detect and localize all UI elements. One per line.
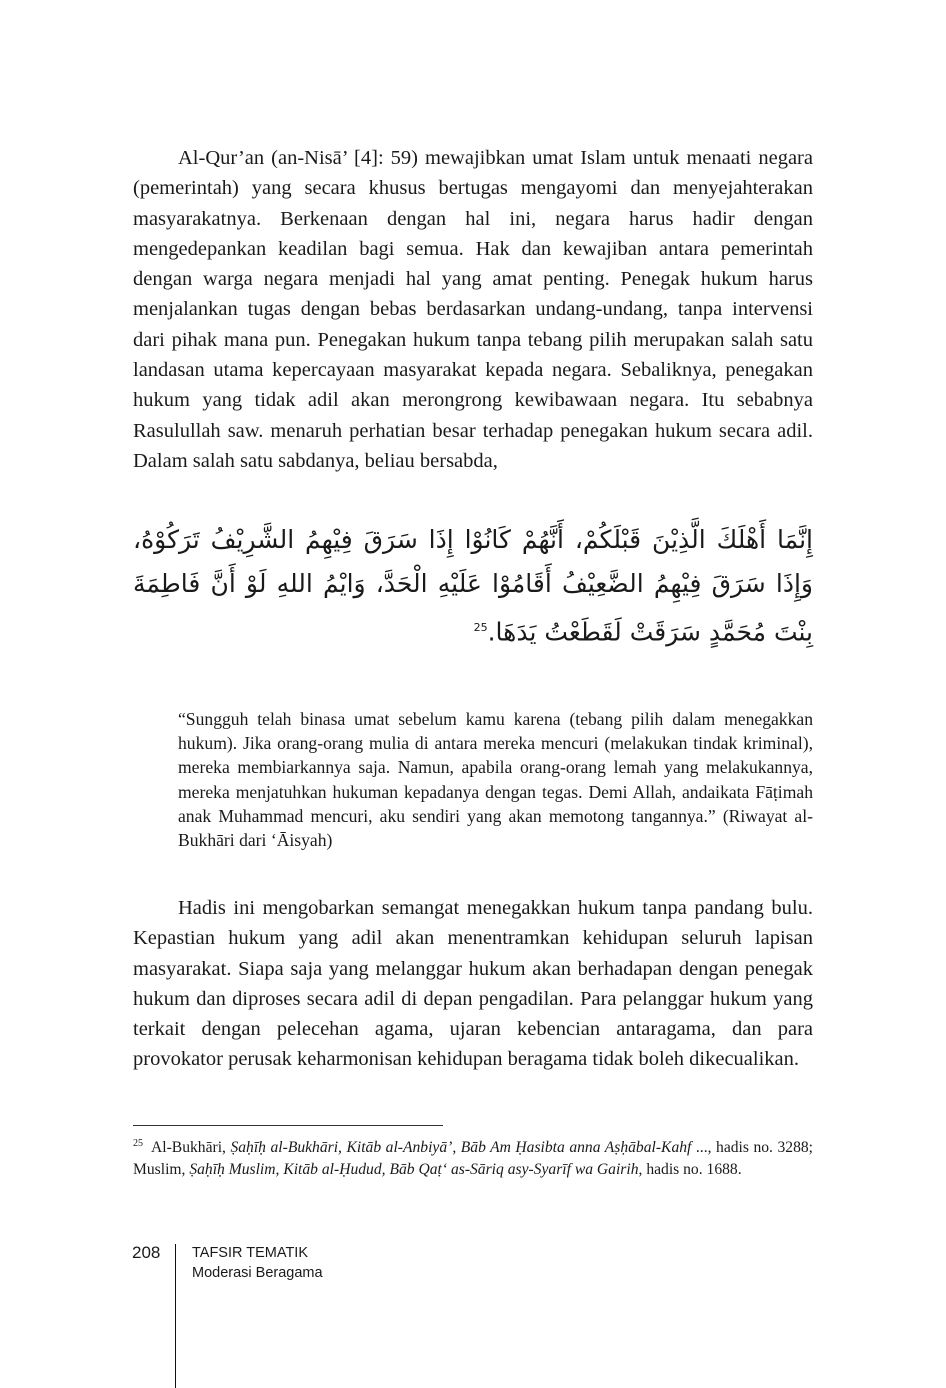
footnote-text-1: Al-Bukhāri, bbox=[151, 1139, 231, 1157]
footnote bbox=[133, 1133, 813, 1180]
footnote-work-1: Ṣaḥīḥ al-Bukhāri, Kitāb al-Anbiyā’, Bāb Am Ḥasibta anna Aṣḥābal-Kahf bbox=[230, 1139, 692, 1157]
running-subtitle: Moderasi Beragama bbox=[192, 1265, 323, 1281]
hadith-translation: “Sungguh telah binasa umat sebelum kamu karena (tebang pilih dalam menegakkan hukum). Jika orang-orang mulia di antara mereka mencuri (melakukan tindak kriminal), mereka membiarkannya saja. Namun, apabila orang-orang lemah yang melakukannya, mereka menjatuhkan hukuman kepadanya dengan tegas. Demi Allah, andaikata Fāṭimah anak Muhammad mencuri, aku sendiri yang akan memotong tangannya.” (Riwayat al-Bukhāri dari ‘Āisyah) bbox=[178, 709, 813, 851]
footnote-text-2: ..., hadis no. 3288; Muslim, bbox=[133, 1139, 813, 1178]
arabic-hadith bbox=[133, 518, 813, 654]
footnote-work-2: Ṣaḥīḥ Muslim, Kitāb al-Ḥudud, Bāb Qaṭ‘ as-Sāriq asy-Syarīf wa Gairih bbox=[189, 1160, 639, 1178]
arabic-hadith-text: إِنَّمَا أَهْلَكَ الَّذِيْنَ قَبْلَكُمْ، أَنَّهُمْ كَانُوْا إِذَا سَرَقَ فِيْهِمُ الشَّرِيْفُ تَرَكُوْهُ، وَإِذَا سَرَقَ فِيْهِمُ الضَّعِيْفُ أَقَامُوْا عَلَيْهِ الْحَدَّ، وَايْمُ اللهِ لَوْ أَنَّ فَاطِمَةَ بِنْتَ مُحَمَّدٍ سَرَقَتْ لَقَطَعْتُ يَدَهَا. bbox=[133, 525, 813, 647]
running-footer bbox=[192, 1243, 323, 1283]
footnote-number: 25 bbox=[133, 1138, 143, 1149]
page-number: 208 bbox=[132, 1243, 161, 1262]
footnote-reference[interactable]: 25 bbox=[473, 621, 488, 634]
footer-divider bbox=[175, 1244, 176, 1388]
body-paragraph-2: Hadis ini mengobarkan semangat menegakkan hukum tanpa pandang bulu. Kepastian hukum yang adil akan menentramkan kehidupan seluruh lapisan masyarakat. Siapa saja yang melanggar hukum akan berhadapan dengan penegak hukum dan diproses secara adil di depan pengadilan. Para pelanggar hukum yang terkait dengan pelecehan agama, ujaran kebencian antaragama, dan para provokator perusak keharmonisan kehidupan beragama tidak boleh dikecualikan. bbox=[133, 897, 813, 1071]
footnote-text-3: , hadis no. 1688. bbox=[638, 1160, 742, 1178]
body-paragraph-1: Al-Qur’an (an-Nisā’ [4]: 59) mewajibkan umat Islam untuk menaati negara (pemerintah) yang secara khusus bertugas mengayomi dan menyejahterakan masyarakatnya. Berkenaan dengan hal ini, negara harus hadir dengan mengedepankan keadilan bagi semua. Hak dan kewajiban antara pemerintah dengan warga negara menjadi hal yang amat penting. Penegak hukum harus menjalankan tugas dengan bebas berdasarkan undang-undang, tanpa intervensi dari pihak mana pun. Penegakan hukum tanpa tebang pilih merupakan salah satu landasan utama kepercayaan masyarakat kepada negara. Sebaliknya, penegakan hukum yang tidak adil akan merongrong kewibawaan negara. Itu sebabnya Rasulullah saw. menaruh perhatian besar terhadap penegakan hukum secara adil. Dalam salah satu sabdanya, beliau bersabda, bbox=[133, 147, 813, 472]
running-title: TAFSIR TEMATIK bbox=[192, 1245, 309, 1261]
footnote-divider bbox=[133, 1125, 443, 1126]
